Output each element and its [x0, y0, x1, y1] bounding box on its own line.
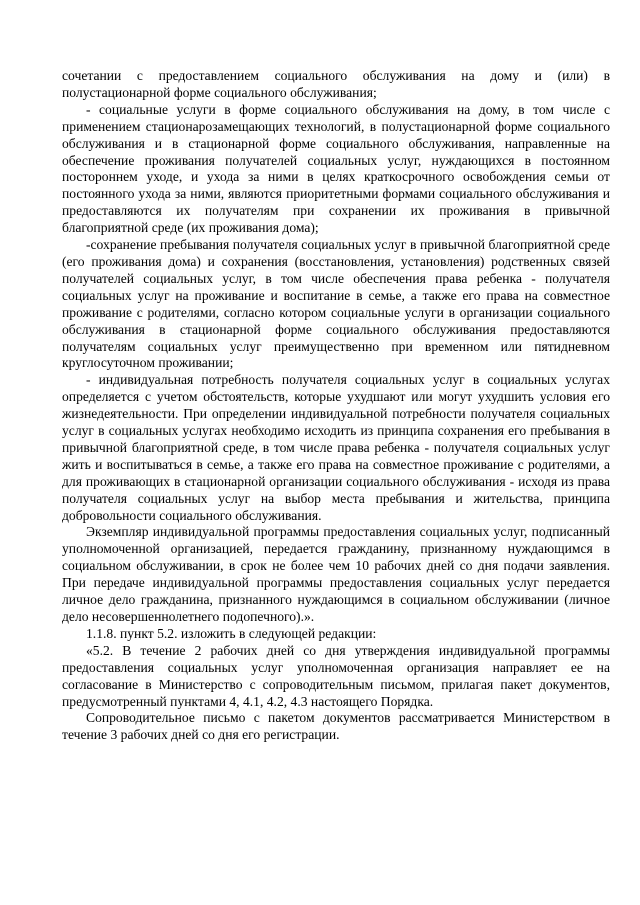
paragraph-clause-5-2: «5.2. В течение 2 рабочих дней со дня утверждения индивидуальной программы предоставления социальных услуг уполномоченная организация направляет ее на согласование в Министерство с сопроводительным письмом, прилагая пакет документов, предусмотренный пунктами 4, 4.1, 4.2, 4.3 настоящего Порядка. [62, 642, 610, 709]
paragraph-continuation: сочетании с предоставлением социального обслуживания на дому и (или) в полустационарной форме социального обслуживания; [62, 68, 610, 100]
paragraph-program-copy: Экземпляр индивидуальной программы предоставления социальных услуг, подписанный уполномоченной организацией, передается гражданину, признанному нуждающимся в социальном обслуживании, в срок не более чем 10 рабочих дней со дня подачи заявления. При передаче индивидуальной программы предоставления социальных услуг передается личное дело гражданина, признанного нуждающимся в социальном обслуживании (личное дело несовершеннолетнего подопечного).». [62, 524, 610, 624]
paragraph-individual-need: - индивидуальная потребность получателя социальных услуг в социальных услугах определяется с учетом обстоятельств, которые ухудшают или могут ухудшить условия его жизнедеятельности. При определении индивидуальной потребности получателя социальных услуг в социальных услугах необходимо исходить из принципа сохранения его пребывания в привычной благоприятной среде, в том числе права ребенка - получателя социальных услуг жить и воспитываться в семье, а также его права на совместное проживание с родителями, а для проживающих в стационарной организации социального обслуживания - исходя из права получателя социальных услуг на выбор места пребывания и жительства, принципа добровольности социального обслуживания. [62, 372, 610, 523]
paragraph-home-services: - социальные услуги в форме социального обслуживания на дому, в том числе с применением стационарозамещающих технологий, в полустационарной форме социального обслуживания и в стационарной форме социального обслуживания, направленные на обеспечение проживания получателей социальных услуг, нуждающихся в постоянном постороннем уходе, и ухода за ними в целях краткосрочного освобождения семьи от постоянного ухода за ними, являются приоритетными формами социального обслуживания и предоставляются их получателям при сохранении их проживания в привычной благоприятной среде (их проживания дома); [62, 101, 610, 236]
paragraph-cover-letter: Сопроводительное письмо с пакетом документов рассматривается Министерством в течение 3 рабочих дней со дня его регистрации. [62, 710, 610, 743]
paragraph-clause-1-1-8: 1.1.8. пункт 5.2. изложить в следующей редакции: [86, 625, 377, 641]
paragraph-preservation: -сохранение пребывания получателя социальных услуг в привычной благоприятной среде (его проживания дома) и сохранения (восстановления, установления) родственных связей получателей социальных услуг, в том числе обеспечения права ребенка - получателя социальных услуг на проживание и воспитание в семье, а также его права на совместное проживание с родителями, согласно котором социальные услуги в организации социального обслуживания в стационарной форме социального обслуживания предоставляются получателям социальных услуг преимущественно при временном или пятидневном круглосуточном проживании; [62, 237, 610, 371]
